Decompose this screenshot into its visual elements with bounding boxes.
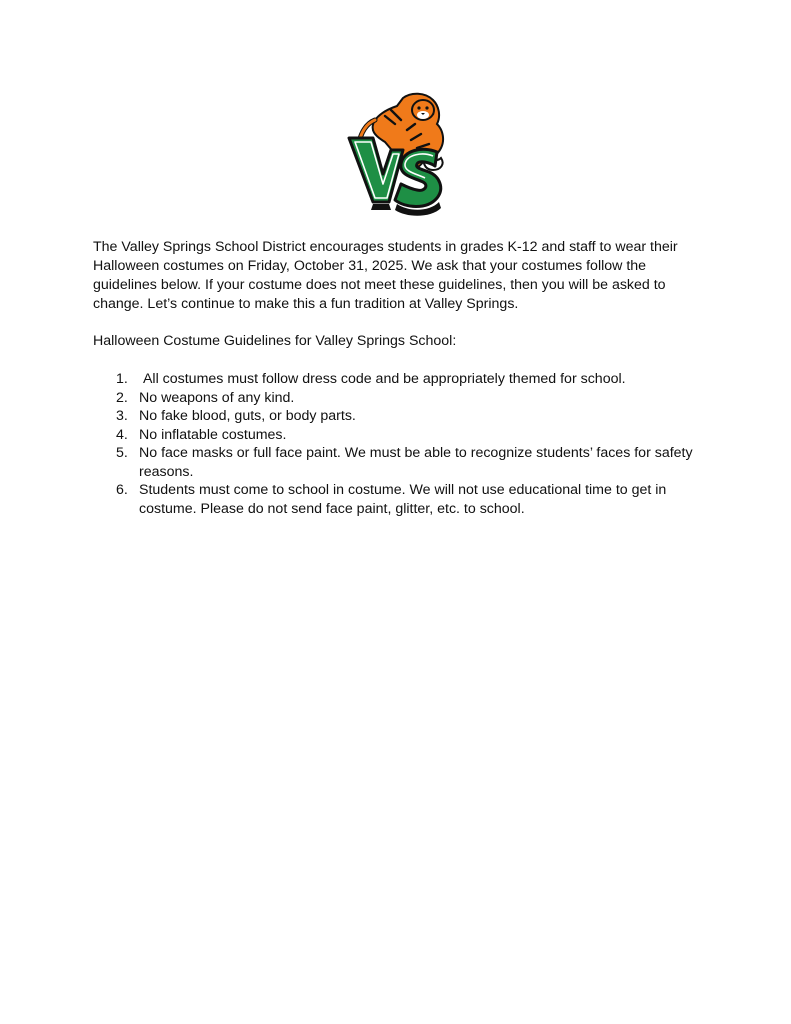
list-item — [93, 407, 703, 426]
list-item — [93, 389, 703, 408]
guidelines-heading: Halloween Costume Guidelines for Valley Springs School: — [93, 333, 457, 349]
list-item-number: 4. — [116, 426, 128, 443]
list-item-number: 1. — [116, 371, 128, 387]
list-item — [93, 481, 703, 518]
tiger-vs-logo-icon — [345, 90, 447, 220]
list-item-number: 5. — [116, 445, 128, 461]
list-item — [93, 444, 703, 481]
guidelines-list — [93, 370, 703, 518]
list-item-text: Students must come to school in costume. We will not use educational time to get in costume. Please do not send face paint, glitter, etc. to school. — [139, 482, 667, 517]
list-item-text: No fake blood, guts, or body parts. — [139, 408, 356, 424]
list-item-text: All costumes must follow dress code and be appropriately themed for school. — [139, 371, 626, 387]
list-item-number: 3. — [116, 408, 128, 424]
intro-paragraph: The Valley Springs School District encourages students in grades K-12 and staff to wear their Halloween costumes on Friday, October 31, 2025. We ask that your costumes follow the guidelines below. If your costume does not meet these guidelines, then you will be asked to change. Let’s continue to make this a fun tradition at Valley Springs. — [93, 239, 678, 312]
list-item-number: 2. — [116, 389, 128, 406]
list-item-text: No face masks or full face paint. We must be able to recognize students’ faces for safety reasons. — [139, 445, 693, 480]
list-item — [93, 370, 703, 389]
list-item-number: 6. — [116, 482, 128, 498]
list-item-text: No weapons of any kind. — [139, 389, 295, 406]
list-item — [93, 426, 703, 445]
valley-springs-tiger-logo — [345, 90, 447, 220]
list-item-text: No inflatable costumes. — [139, 426, 287, 443]
